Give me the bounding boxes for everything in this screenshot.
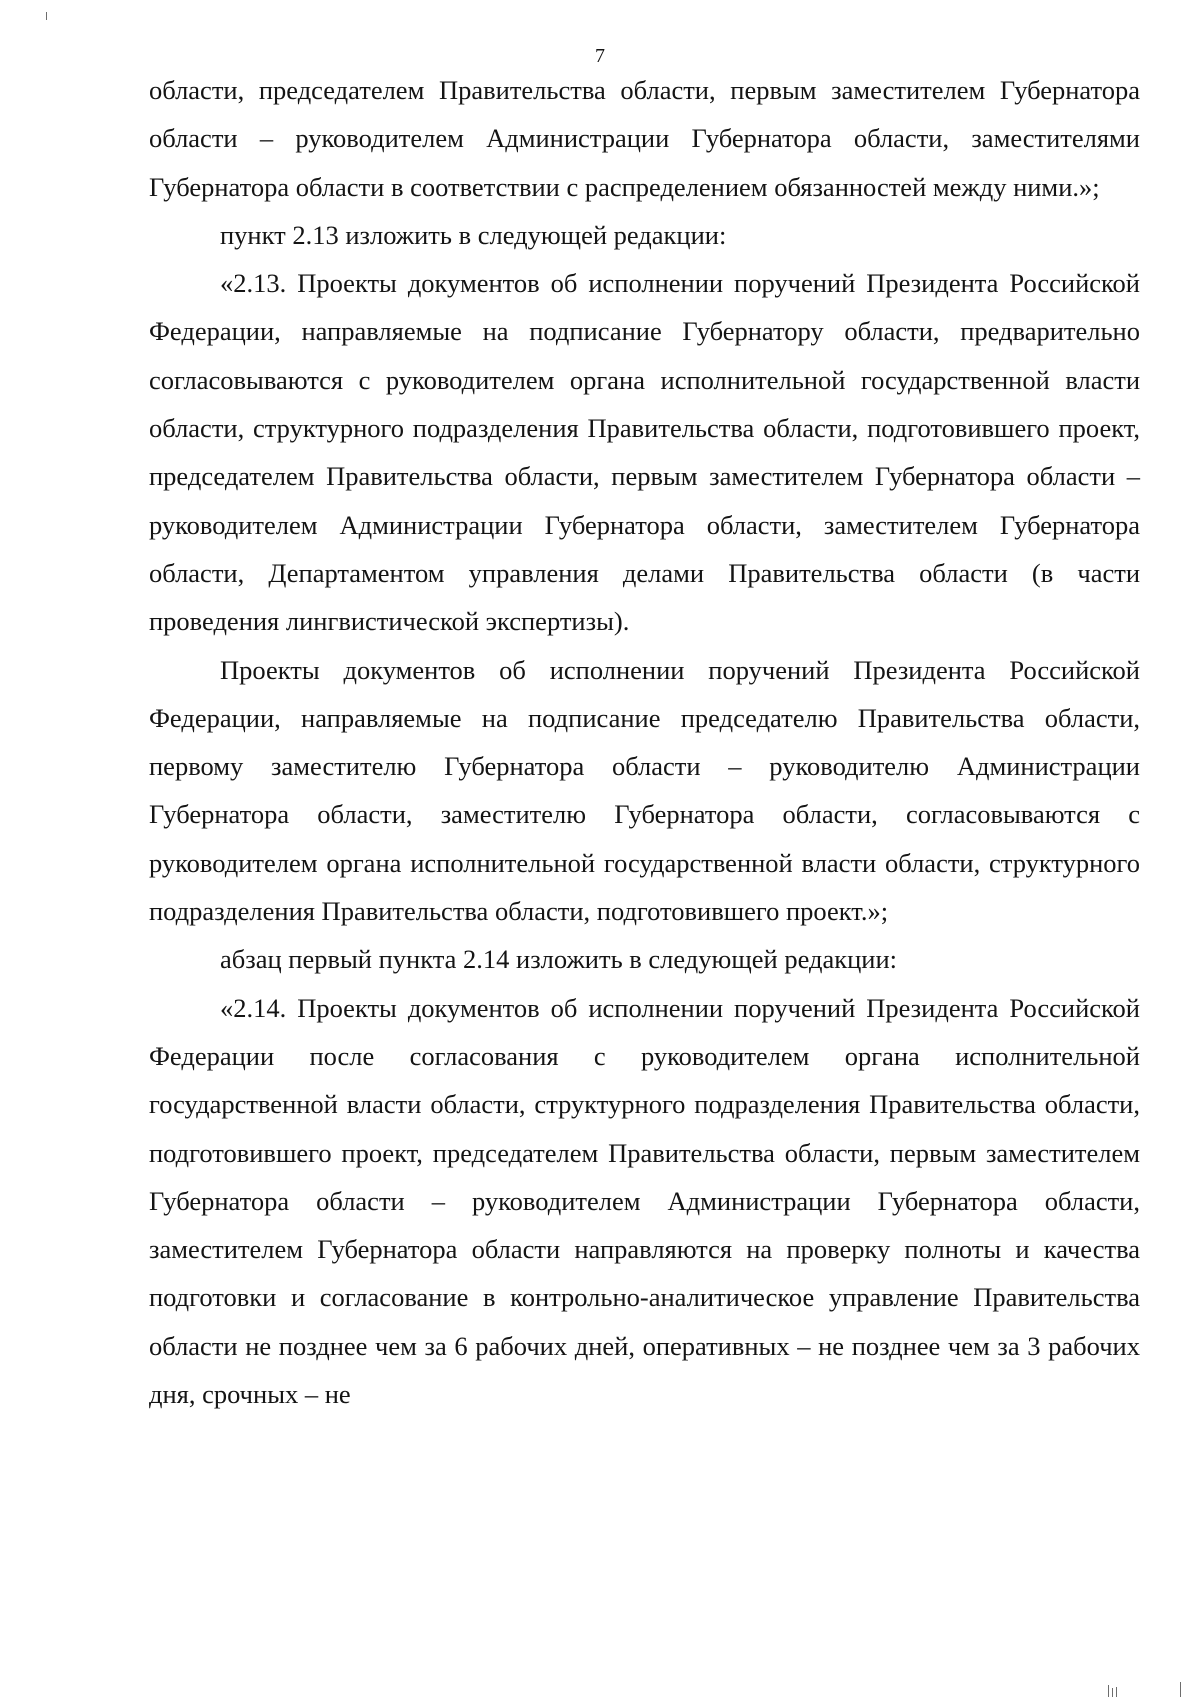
scan-mark-bottom-right-4 [1180, 1682, 1181, 1697]
scan-mark-bottom-right-3 [1116, 1687, 1117, 1697]
paragraph-amendment-2-13-intro: пункт 2.13 изложить в следующей редакции: [220, 219, 727, 250]
paragraph-amendment-2-14-intro: абзац первый пункта 2.14 изложить в следующей редакции: [220, 944, 898, 975]
scan-mark-bottom-right-1 [1108, 1685, 1109, 1697]
paragraph-clause-2-13: «2.13. Проекты документов об исполнении поручений Президента Российской Федерации, направляемые на подписание Губернатору области, предварительно согласовываются с руководителем органа исполнительной государственной власти области, структурного подразделения Правительства области, подготовившего проект, председателем Правительства области, первым заместителем Губернатора области – руководителем Администрации Губернатора области, заместителем Губернатора области, Департаментом управления делами Правительства области (в части проведения лингвистической экспертизы). [149, 268, 1140, 637]
scan-mark-top-left [46, 12, 47, 20]
paragraph-continuation: области, председателем Правительства области, первым заместителем Губернатора области – руководителем Администрации Губернатора области, заместителями Губернатора области в соответствии с распределением обязанностей между ними.»; [149, 75, 1140, 202]
page-number: 7 [595, 45, 605, 67]
scan-mark-bottom-right-2 [1112, 1688, 1113, 1697]
paragraph-clause-2-14: «2.14. Проекты документов об исполнении поручений Президента Российской Федерации после согласования с руководителем органа исполнительной государственной власти области, структурного подразделения Правительства области, подготовившего проект, председателем Правительства области, первым заместителем Губернатора области – руководителем Администрации Губернатора области, заместителем Губернатора области направляются на проверку полноты и качества подготовки и согласование в контрольно-аналитическое управление Правительства области не позднее чем за 6 рабочих дней, оперативных – не позднее чем за 3 рабочих дня, срочных – не [149, 992, 1140, 1410]
document-body [149, 66, 1140, 1418]
paragraph-clause-2-13-second: Проекты документов об исполнении поручений Президента Российской Федерации, направляемые на подписание председателю Правительства области, первому заместителю Губернатора области – руководителю Администрации Губернатора области, заместителю Губернатора области, согласовываются с руководителем органа исполнительной государственной власти области, структурного подразделения Правительства области, подготовившего проект.»; [149, 654, 1140, 927]
